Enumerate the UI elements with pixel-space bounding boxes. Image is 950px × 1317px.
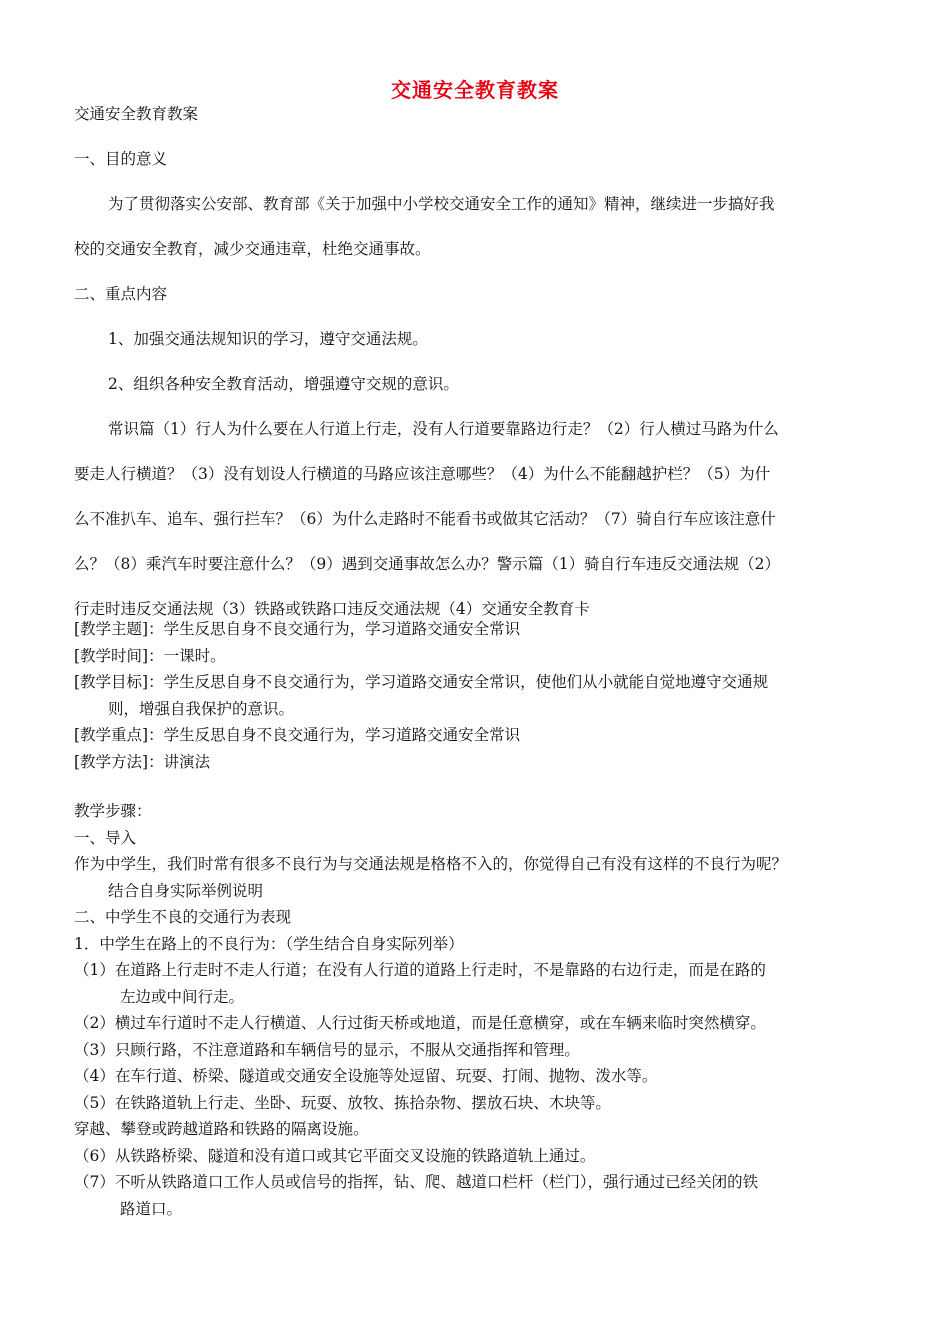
behavior-2: （2）横过车行道时不走人行横道、人行过街天桥或地道，而是任意横穿，或在车辆来临时突然横穿。 [74,1014,766,1032]
teaching-goal-line-2: 则，增强自我保护的意识。 [108,699,295,718]
key-item-2: 2、组织各种安全教育活动，增强遵守交规的意识。 [108,375,459,393]
paragraph-knowledge-line-1: 常识篇（1）行人为什么要在人行道上行走，没有人行道要靠路边行走？（2）行人横过马路为什么 [108,420,779,438]
teaching-method: [教学方法]：讲演法 [74,752,211,771]
teaching-theme: [教学主题]：学生反思自身不良交通行为，学习道路交通安全常识 [74,620,521,638]
intro-line-2: 结合自身实际举例说明 [108,881,264,900]
section-teaching-info [74,616,884,775]
paragraph-knowledge-line-4: 么？（8）乘汽车时要注意什么？（9）遇到交通事故怎么办？警示篇（1）骑自行车违反交通法规（2） [74,555,780,573]
teaching-focus: [教学重点]：学生反思自身不良交通行为，学习道路交通安全常识 [74,726,521,744]
teaching-goal-line-1: [教学目标]：学生反思自身不良交通行为，学习道路交通安全常识，使他们从小就能自觉地遵守交通规 [74,673,769,691]
part2-heading: 二、中学生不良的交通行为表现 [74,908,292,926]
behavior-5: （5）在铁路道轨上行走、坐卧、玩耍、放牧、拣拾杂物、摆放石块、木块等。 [74,1093,611,1112]
intro-heading: 一、导入 [74,828,137,847]
behavior-crossing: 穿越、攀登或跨越道路和铁路的隔离设施。 [74,1120,369,1138]
heading-key-content: 二、重点内容 [74,285,168,303]
paragraph-knowledge-line-5: 行走时违反交通法规（3）铁路或铁路口违反交通法规（4）交通安全教育卡 [74,600,590,618]
behavior-7-line-2: 路道口。 [120,1199,183,1218]
intro-line-1: 作为中学生，我们时常有很多不良行为与交通法规是格格不入的，你觉得自己有没有这样的不良行为呢？ [74,855,788,873]
behavior-6: （6）从铁路桥梁、隧道和没有道口或其它平面交叉设施的铁路道轨上通过。 [74,1146,596,1165]
heading-purpose: 一、目的意义 [74,150,168,168]
subtitle: 交通安全教育教案 [74,105,199,123]
section-purpose [74,92,884,632]
sub-heading-1: 1．中学生在路上的不良行为：（学生结合自身实际列举） [74,934,464,953]
behavior-1-line-1: （1）在道路上行走时不走人行道；在没有人行道的道路上行走时，不是靠路的右边行走，而是在路的 [74,961,766,979]
behavior-3: （3）只顾行路，不注意道路和车辆信号的显示，不服从交通指挥和管理。 [74,1040,580,1059]
paragraph-knowledge-line-3: 么不准扒车、追车、强行拦车？（6）为什么走路时不能看书或做其它活动？（7）骑自行车应该注意什 [74,510,776,528]
behavior-7-line-1: （7）不听从铁路道口工作人员或信号的指挥，钻、爬、越道口栏杆（栏门），强行通过已经关闭的铁 [74,1173,759,1191]
steps-heading: 教学步骤： [74,802,152,820]
behavior-1-line-2: 左边或中间行走。 [120,987,245,1006]
paragraph-purpose-line-2: 校的交通安全教育，减少交通违章，杜绝交通事故。 [74,240,431,258]
section-teaching-steps [74,798,884,1222]
behavior-4: （4）在车行道、桥梁、隧道或交通安全设施等处逗留、玩耍、打闹、抛物、泼水等。 [74,1067,658,1085]
paragraph-knowledge-line-2: 要走人行横道？（3）没有划设人行横道的马路应该注意哪些？（4）为什么不能翻越护栏？（5）为什 [74,465,771,483]
document-title: 交通安全教育教案 [391,78,559,102]
teaching-time: [教学时间]：一课时。 [74,646,226,665]
paragraph-purpose-line-1: 为了贯彻落实公安部、教育部《关于加强中小学校交通安全工作的通知》精神，继续进一步搞好我 [108,195,775,213]
key-item-1: 1、加强交通法规知识的学习，遵守交通法规。 [108,330,428,348]
